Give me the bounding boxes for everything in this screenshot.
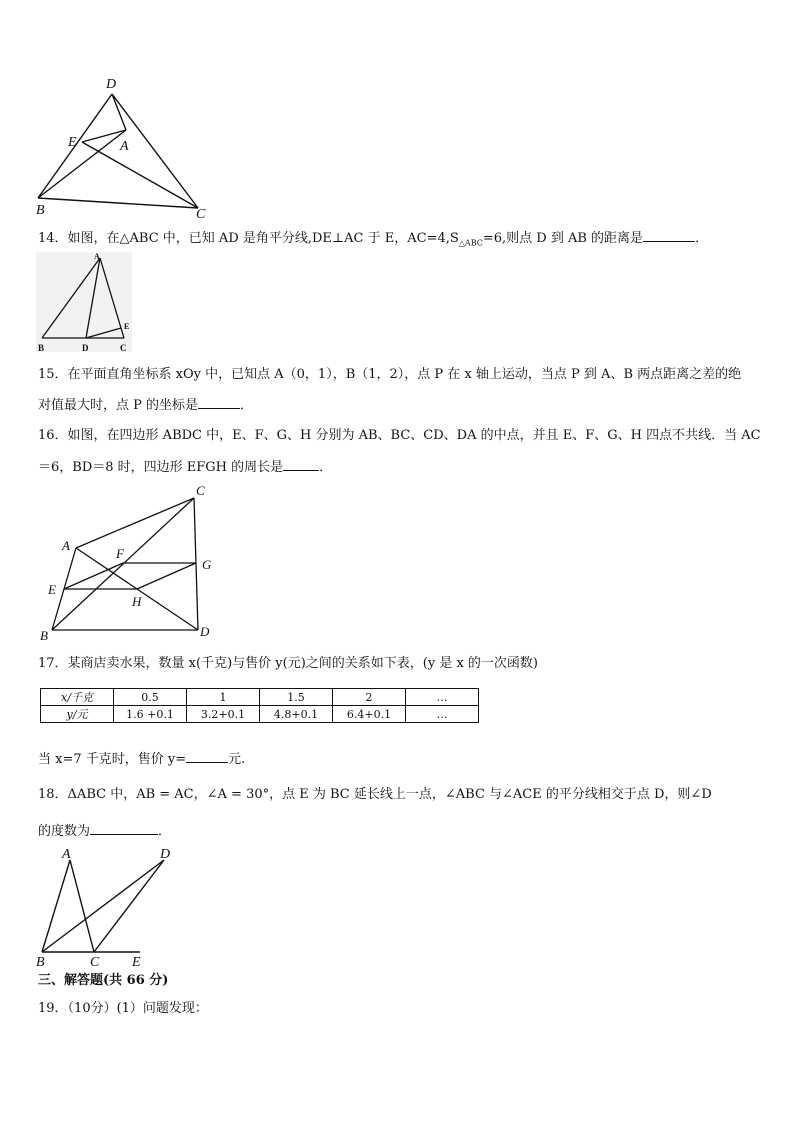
- label-A: A: [94, 252, 100, 261]
- section-heading-3: 三、解答题(共 66 分): [38, 973, 169, 988]
- label-A: A: [62, 538, 70, 553]
- figure-q16: [36, 482, 226, 642]
- label-E: E: [124, 322, 130, 331]
- question-16-line-2: ＝6，BD＝8 时，四边形 EFGH 的周长是 ．: [38, 460, 333, 475]
- answer-blank-18[interactable]: [90, 822, 158, 835]
- figure-q13: [30, 70, 220, 220]
- label-B: B: [36, 955, 45, 970]
- figure-q14: [36, 252, 136, 356]
- label-E: E: [132, 955, 141, 970]
- question-14: 14．如图，在△ABC 中，已知 AD 是角平分线,DE⊥AC 于 E，$AC=4,S_{\triangle ABC}=6$,则点 D 到 AB 的距离是 ．: [38, 231, 709, 248]
- label-H: H: [132, 594, 142, 609]
- label-D: D: [82, 343, 89, 353]
- label-C: C: [196, 483, 205, 498]
- figure-q18: [34, 840, 184, 972]
- label-D: D: [160, 847, 171, 862]
- label-D: D: [106, 77, 117, 92]
- question-15-line-2: 对值最大时，点 P 的坐标是 ．: [38, 398, 254, 413]
- figure-background: [36, 252, 132, 352]
- label-F: F: [116, 546, 124, 561]
- price-table: [40, 688, 479, 723]
- answer-blank-15[interactable]: [198, 396, 240, 409]
- label-C: C: [120, 343, 127, 353]
- label-A: A: [120, 139, 129, 154]
- table-row: y/元 1.6 +0.1 3.2+0.1 4.8+0.1 6.4+0.1 …: [41, 706, 479, 723]
- question-17-answer: 当 x=7 千克时，售价 y= 元.: [38, 752, 246, 767]
- label-B: B: [38, 343, 45, 353]
- label-G: G: [202, 557, 212, 572]
- answer-blank-17[interactable]: [186, 750, 228, 763]
- question-19: 19．（10分）(1）问题发现：: [38, 1001, 208, 1016]
- label-B: B: [36, 203, 45, 218]
- label-A: A: [62, 847, 71, 862]
- question-16-line-1: 16．如图，在四边形 ABDC 中，E、F、G、H 分别为 AB、BC、CD、DA 的中点，并且 E、F、G、H 四点不共线．当 AC: [38, 428, 761, 443]
- question-17: 17．某商店卖水果，数量 x(千克)与售价 y(元)之间的关系如下表，(y 是 x 的一次函数): [38, 656, 538, 671]
- label-B: B: [40, 628, 48, 643]
- question-18-line-2: 的度数为 ．: [38, 824, 172, 839]
- label-C: C: [90, 955, 100, 970]
- question-15-line-1: 15．在平面直角坐标系 xOy 中，已知点 A（0，1），B（1，2），点 P 在 x 轴上运动，当点 P 到 A、B 两点距离之差的绝: [38, 367, 742, 382]
- label-D: D: [200, 624, 210, 639]
- question-18-line-1: 18．ΔABC 中，AB = AC，∠A = 30°，点 E 为 BC 延长线上一点，∠ABC 与∠ACE 的平分线相交于点 D，则∠D: [38, 787, 712, 802]
- answer-blank-14[interactable]: [643, 229, 695, 242]
- label-E: E: [68, 135, 77, 150]
- table-row: x/千克 0.5 1 1.5 2 …: [41, 689, 479, 706]
- label-C: C: [196, 207, 206, 222]
- label-E: E: [48, 582, 56, 597]
- answer-blank-16[interactable]: [283, 458, 319, 471]
